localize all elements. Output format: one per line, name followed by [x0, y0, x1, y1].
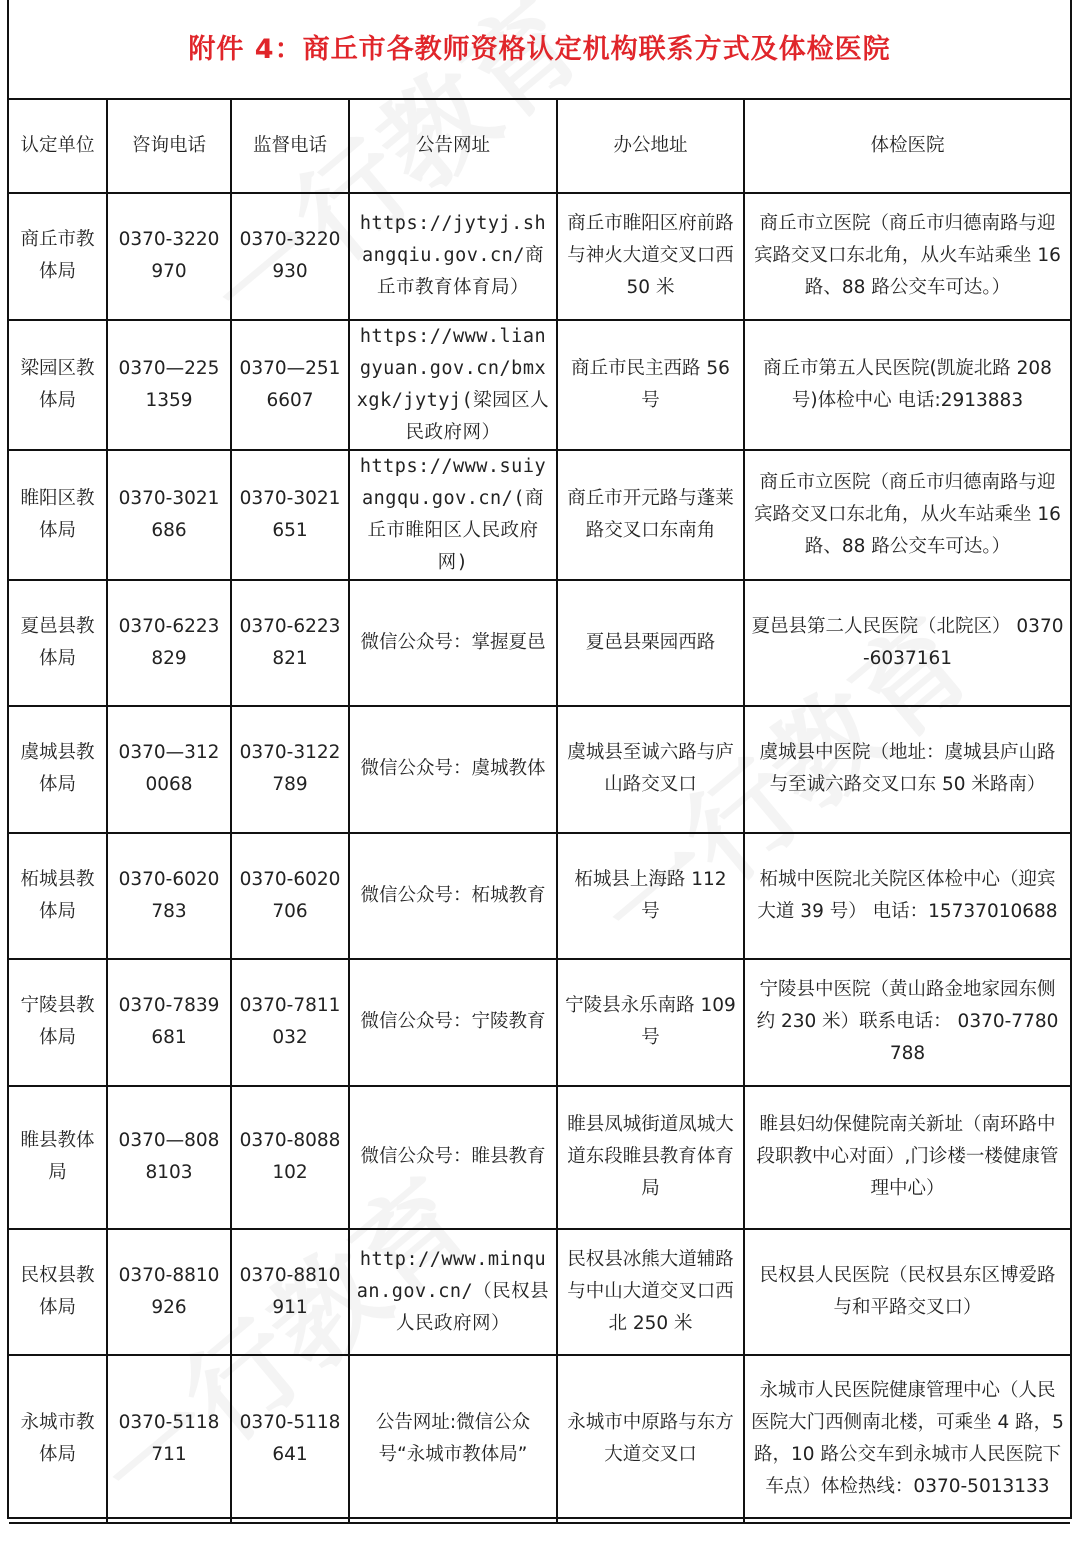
- cell-unit: 宁陵县教体局: [9, 959, 107, 1086]
- institutions-table: [9, 98, 1070, 1524]
- table-row: [9, 320, 1070, 450]
- table-row: [9, 959, 1070, 1086]
- cell-consult-phone: 0370—3120068: [107, 706, 231, 833]
- header-consult-phone: 咨询电话: [107, 99, 231, 193]
- cell-consult-phone: 0370-5118711: [107, 1355, 231, 1523]
- cell-consult-phone: 0370-6020783: [107, 833, 231, 960]
- cell-unit: 永城市教体局: [9, 1355, 107, 1523]
- cell-website: 微信公众号：睢县教育: [349, 1086, 557, 1229]
- table-row: [9, 1355, 1070, 1523]
- cell-hospital: 商丘市立医院（商丘市归德南路与迎宾路交叉口东北角，从火车站乘坐 16 路、88 路公交车可达。）: [744, 450, 1070, 580]
- cell-website: https://www.liangyuan.gov.cn/bmxxgk/jytyj(梁园区人民政府网）: [349, 320, 557, 450]
- title-row: [9, 0, 1070, 100]
- cell-supervise-phone: 0370-3021651: [231, 450, 349, 580]
- table-header-row: [9, 99, 1070, 193]
- header-supervise-phone: 监督电话: [231, 99, 349, 193]
- cell-consult-phone: 0370-3021686: [107, 450, 231, 580]
- cell-website: 微信公众号：宁陵教育: [349, 959, 557, 1086]
- cell-address: 睢县凤城街道凤城大道东段睢县教育体育局: [557, 1086, 744, 1229]
- cell-website: 公告网址:微信公众号“永城市教体局”: [349, 1355, 557, 1523]
- cell-unit: 商丘市教体局: [9, 193, 107, 320]
- cell-consult-phone: 0370-8810926: [107, 1229, 231, 1356]
- cell-supervise-phone: 0370-6020706: [231, 833, 349, 960]
- cell-unit: 睢阳区教体局: [9, 450, 107, 580]
- cell-supervise-phone: 0370—2516607: [231, 320, 349, 450]
- cell-hospital: 永城市人民医院健康管理中心（人民医院大门西侧南北楼，可乘坐 4 路，5 路，10 路公交车到永城市人民医院下车点）体检热线：0370-5013133: [744, 1355, 1070, 1523]
- cell-website: https://jytyj.shangqiu.gov.cn/商丘市教育体育局）: [349, 193, 557, 320]
- cell-supervise-phone: 0370-7811032: [231, 959, 349, 1086]
- cell-consult-phone: 0370—2251359: [107, 320, 231, 450]
- cell-consult-phone: 0370-3220970: [107, 193, 231, 320]
- cell-hospital: 商丘市立医院（商丘市归德南路与迎宾路交叉口东北角，从火车站乘坐 16 路、88 路公交车可达。）: [744, 193, 1070, 320]
- cell-website: 微信公众号：柘城教育: [349, 833, 557, 960]
- cell-website: 微信公众号：掌握夏邑: [349, 580, 557, 707]
- header-hospital: 体检医院: [744, 99, 1070, 193]
- table-row: [9, 580, 1070, 707]
- cell-address: 商丘市睢阳区府前路与神火大道交叉口西 50 米: [557, 193, 744, 320]
- cell-address: 夏邑县栗园西路: [557, 580, 744, 707]
- cell-consult-phone: 0370—8088103: [107, 1086, 231, 1229]
- cell-supervise-phone: 0370-5118641: [231, 1355, 349, 1523]
- cell-website: 微信公众号：虞城教体: [349, 706, 557, 833]
- cell-address: 宁陵县永乐南路 109 号: [557, 959, 744, 1086]
- cell-consult-phone: 0370-7839681: [107, 959, 231, 1086]
- cell-website: http://www.minquan.gov.cn/（民权县人民政府网）: [349, 1229, 557, 1356]
- table-row: [9, 1086, 1070, 1229]
- cell-address: 民权县冰熊大道辅路与中山大道交叉口西北 250 米: [557, 1229, 744, 1356]
- cell-address: 商丘市民主西路 56 号: [557, 320, 744, 450]
- cell-consult-phone: 0370-6223829: [107, 580, 231, 707]
- table-row: [9, 450, 1070, 580]
- cell-hospital: 宁陵县中医院（黄山路金地家园东侧约 230 米）联系电话： 0370-7780788: [744, 959, 1070, 1086]
- table-row: [9, 706, 1070, 833]
- cell-supervise-phone: 0370-3220930: [231, 193, 349, 320]
- cell-unit: 梁园区教体局: [9, 320, 107, 450]
- cell-unit: 柘城县教体局: [9, 833, 107, 960]
- cell-unit: 睢县教体局: [9, 1086, 107, 1229]
- cell-hospital: 睢县妇幼保健院南关新址（南环路中段职教中心对面）,门诊楼一楼健康管理中心）: [744, 1086, 1070, 1229]
- document-sheet: [7, 0, 1072, 1519]
- cell-supervise-phone: 0370-6223821: [231, 580, 349, 707]
- cell-unit: 虞城县教体局: [9, 706, 107, 833]
- cell-supervise-phone: 0370-8810911: [231, 1229, 349, 1356]
- header-website: 公告网址: [349, 99, 557, 193]
- cell-hospital: 虞城县中医院（地址：虞城县庐山路与至诚六路交叉口东 50 米路南）: [744, 706, 1070, 833]
- table-row: [9, 833, 1070, 960]
- cell-hospital: 民权县人民医院（民权县东区博爱路与和平路交叉口）: [744, 1229, 1070, 1356]
- cell-supervise-phone: 0370-3122789: [231, 706, 349, 833]
- cell-address: 柘城县上海路 112 号: [557, 833, 744, 960]
- cell-website: https://www.suiyangqu.gov.cn/(商丘市睢阳区人民政府网): [349, 450, 557, 580]
- cell-address: 虞城县至诚六路与庐山路交叉口: [557, 706, 744, 833]
- cell-unit: 夏邑县教体局: [9, 580, 107, 707]
- table-row: [9, 193, 1070, 320]
- header-unit: 认定单位: [9, 99, 107, 193]
- page-title: 附件 4：商丘市各教师资格认定机构联系方式及体检医院: [188, 33, 891, 65]
- cell-address: 商丘市开元路与蓬莱路交叉口东南角: [557, 450, 744, 580]
- cell-hospital: 商丘市第五人民医院(凯旋北路 208 号)体检中心 电话:2913883: [744, 320, 1070, 450]
- cell-unit: 民权县教体局: [9, 1229, 107, 1356]
- cell-supervise-phone: 0370-8088102: [231, 1086, 349, 1229]
- cell-hospital: 柘城中医院北关院区体检中心（迎宾大道 39 号） 电话：15737010688: [744, 833, 1070, 960]
- cell-hospital: 夏邑县第二人民医院（北院区） 0370-6037161: [744, 580, 1070, 707]
- header-address: 办公地址: [557, 99, 744, 193]
- cell-address: 永城市中原路与东方大道交叉口: [557, 1355, 744, 1523]
- table-row: [9, 1229, 1070, 1356]
